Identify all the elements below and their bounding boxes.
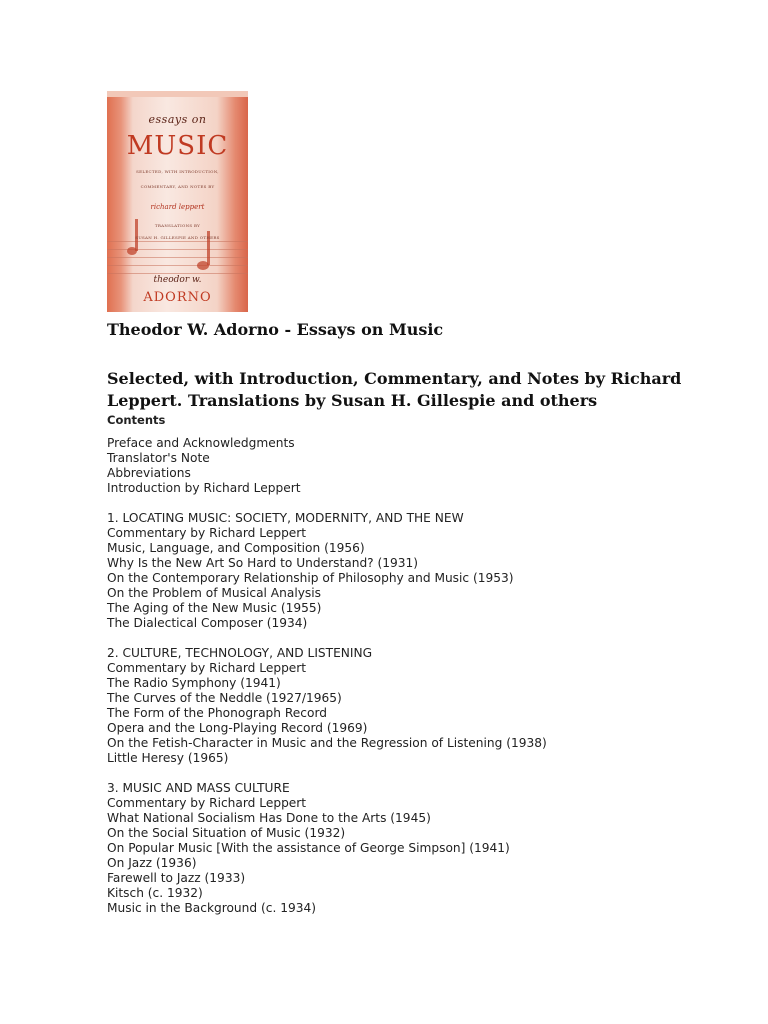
toc-item: Kitsch (c. 1932) <box>107 886 203 900</box>
title-author: Theodor W. Adorno <box>107 320 279 339</box>
toc-front-matter-item: Translator's Note <box>107 451 210 465</box>
cover-music: MUSIC <box>126 131 229 161</box>
toc-front-matter-item: Preface and Acknowledgments <box>107 436 295 450</box>
toc-section-heading: 1. LOCATING MUSIC: SOCIETY, MODERNITY, AND THE NEW <box>107 511 464 525</box>
toc-item: Commentary by Richard Leppert <box>107 526 307 540</box>
cover-credit-line: TRANSLATIONS BY <box>154 223 201 228</box>
title-dash: - <box>278 320 297 339</box>
toc-item: Farewell to Jazz (1933) <box>107 871 246 885</box>
cover-author-first: theodor w. <box>153 275 202 285</box>
cover-leppert: richard leppert <box>150 203 205 211</box>
toc-item: Music, Language, and Composition (1956) <box>107 541 365 555</box>
toc-item: The Curves of the Neddle (1927/1965) <box>107 691 342 705</box>
toc-item: On the Contemporary Relationship of Philosophy and Music (1953) <box>107 571 514 585</box>
cover-credit-line: SUSAN H. GILLESPIE AND OTHERS <box>135 235 220 240</box>
cover-staff-line <box>107 241 248 242</box>
cover-credit-line: COMMENTARY, AND NOTES BY <box>140 184 215 189</box>
toc-spacer <box>107 496 727 511</box>
toc-section-heading: 3. MUSIC AND MASS CULTURE <box>107 781 290 795</box>
cover-credit-line: SELECTED, WITH INTRODUCTION, <box>136 169 219 174</box>
toc-item: The Aging of the New Music (1955) <box>107 601 322 615</box>
toc-item: Little Heresy (1965) <box>107 751 229 765</box>
toc-item: The Form of the Phonograph Record <box>107 706 327 720</box>
toc-item: The Dialectical Composer (1934) <box>107 616 308 630</box>
book-cover-image <box>107 91 248 312</box>
toc-spacer <box>107 631 727 646</box>
page-title <box>107 319 443 341</box>
cover-author-last: ADORNO <box>143 290 212 305</box>
toc-spacer <box>107 766 727 781</box>
toc-item: Commentary by Richard Leppert <box>107 661 307 675</box>
contents-title: Contents <box>107 413 166 427</box>
toc-item: The Radio Symphony (1941) <box>107 676 281 690</box>
toc-item: What National Socialism Has Done to the Arts (1945) <box>107 811 431 825</box>
toc-item: On the Fetish-Character in Music and the Regression of Listening (1938) <box>107 736 547 750</box>
cover-staff-line <box>107 257 248 258</box>
toc-item: On the Social Situation of Music (1932) <box>107 826 346 840</box>
toc-item: Commentary by Richard Leppert <box>107 796 307 810</box>
page-subtitle: Selected, with Introduction, Commentary, and Notes by Richard Leppert. Translations by Susan H. Gillespie and others <box>107 369 682 410</box>
toc-item: On Jazz (1936) <box>107 856 197 870</box>
cover-staff-line <box>107 273 248 274</box>
toc-item: Music in the Background (c. 1934) <box>107 901 316 915</box>
cover-top-band <box>107 91 248 97</box>
toc-item: On Popular Music [With the assistance of George Simpson] (1941) <box>107 841 510 855</box>
cover-essays-on: essays on <box>148 113 207 126</box>
cover-staff-line <box>107 265 248 266</box>
toc-section-heading: 2. CULTURE, TECHNOLOGY, AND LISTENING <box>107 646 373 660</box>
toc-item: Why Is the New Art So Hard to Understand? (1931) <box>107 556 419 570</box>
table-of-contents <box>107 413 727 916</box>
toc-front-matter-item: Abbreviations <box>107 466 191 480</box>
toc-item: On the Problem of Musical Analysis <box>107 586 322 600</box>
title-book: Essays on Music <box>296 320 444 339</box>
toc-item: Opera and the Long-Playing Record (1969) <box>107 721 368 735</box>
toc-front-matter-item: Introduction by Richard Leppert <box>107 481 301 495</box>
